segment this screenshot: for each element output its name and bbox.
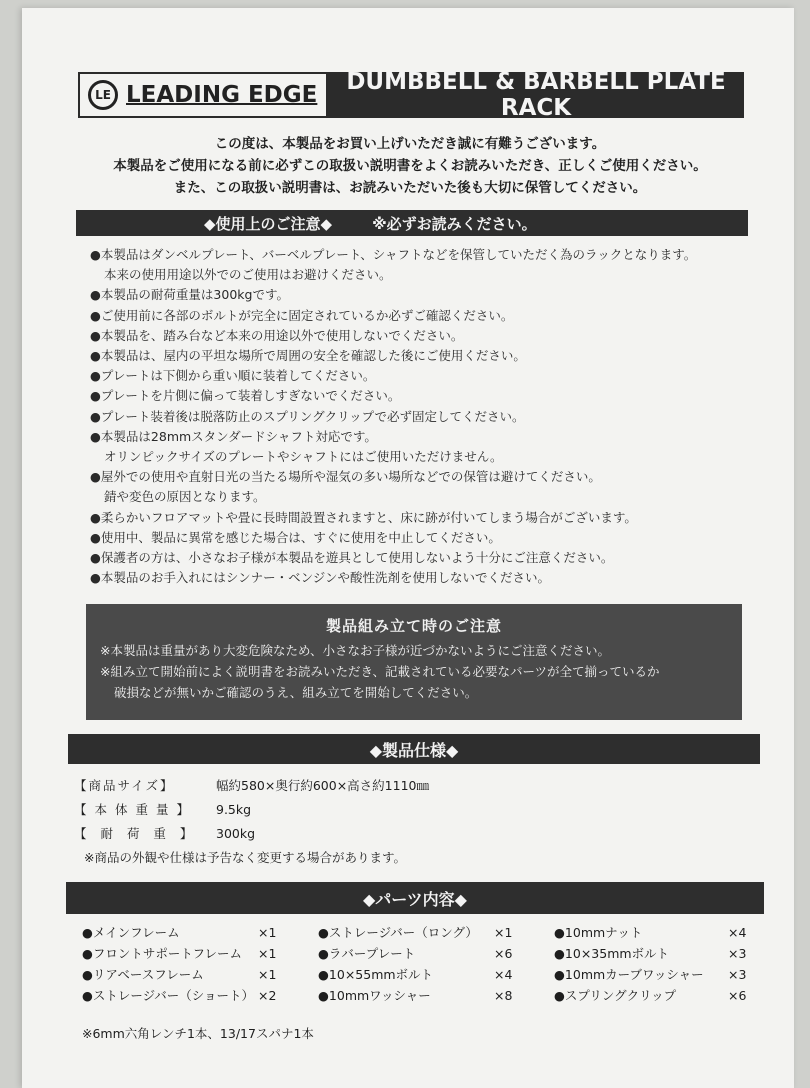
part-quantity: ×6 (494, 946, 513, 961)
caution-item-text: ●本製品は28mmスタンダードシャフト対応です。 (90, 428, 377, 444)
part-quantity: ×1 (258, 925, 277, 940)
caution-item (90, 508, 750, 528)
assembly-item-text: ※本製品は重量があり大変危険なため、小さなお子様が近づかないようにご注意ください。 (100, 643, 610, 658)
caution-item-text: ●プレートは下側から重い順に装着してください。 (90, 368, 376, 384)
part-quantity: ×3 (728, 946, 747, 961)
caution-item (90, 245, 750, 285)
caution-item (90, 467, 750, 507)
spec-label: 【本体重量】 (74, 802, 198, 817)
caution-item (90, 285, 750, 305)
spec-note: ※商品の外観や仕様は予告なく変更する場合があります。 (84, 850, 406, 865)
spec-row (74, 798, 429, 822)
part-item (318, 943, 513, 964)
assembly-item-continuation: 破損などが無いかご確認のうえ、組み立てを開始してください。 (114, 685, 478, 700)
part-item (554, 943, 747, 964)
spec-value: 300kg (216, 826, 256, 841)
assembly-caution-list (86, 640, 742, 703)
assembly-item-text: ※組み立て開始前によく説明書をお読みいただき、記載されている必要なパーツが全て揃っているか (100, 664, 660, 679)
part-name: ●ラバープレート (318, 946, 416, 961)
section-title: ◆使用上のご注意◆ (204, 214, 333, 233)
product-title: DUMBBELL & BARBELL PLATE RACK (346, 69, 726, 121)
part-item (82, 985, 277, 1006)
spec-value: 幅約580×奥行約600×高さ約1110㎜ (216, 778, 429, 793)
part-quantity: ×6 (728, 988, 747, 1003)
caution-item-text: ●本製品は、屋内の平坦な場所で周囲の安全を確認した後にご使用ください。 (90, 348, 526, 364)
section-title: ◆製品仕様◆ (369, 740, 459, 760)
part-name: ●10mmカーブワッシャー (554, 967, 704, 982)
part-item (82, 964, 277, 985)
part-quantity: ×1 (258, 946, 277, 961)
specs-table (74, 774, 429, 846)
header-bar (78, 69, 744, 121)
usage-caution-header (76, 210, 748, 236)
part-item (554, 922, 747, 943)
part-item (82, 943, 277, 964)
assembly-caution-title: 製品組み立て時のご注意 (325, 617, 502, 635)
caution-item (90, 366, 750, 386)
caution-item (90, 306, 750, 326)
brand-name: LEADING EDGE (126, 82, 318, 108)
caution-item-text: ●柔らかいフロアマットや畳に長時間設置されますと、床に跡が付いてしまう場合がございます。 (90, 509, 637, 525)
part-name: ●ストレージバー（ロング） (318, 925, 478, 940)
caution-item-continuation: オリンピックサイズのプレートやシャフトにはご使用いただけません。 (104, 449, 503, 465)
caution-item (90, 407, 750, 427)
caution-item-text: ●使用中、製品に異常を感じた場合は、すぐに使用を中止してください。 (90, 529, 501, 545)
caution-item (90, 386, 750, 406)
brand-logo (78, 72, 328, 118)
caution-item (90, 427, 750, 467)
intro-line: また、この取扱い説明書は、お読みいただいた後も大切に保管してください。 (173, 180, 647, 196)
part-name: ●10×35mmボルト (554, 946, 670, 961)
caution-item-text: ●屋外での使用や直射日光の当たる場所や湿気の多い場所などでの保管は避けてください。 (90, 469, 601, 485)
caution-item-continuation: 本来の使用用途以外でのご使用はお避けください。 (104, 267, 392, 283)
part-name: ●10×55mmボルト (318, 967, 434, 982)
spec-value: 9.5kg (216, 802, 252, 817)
part-name: ●10mmナット (554, 925, 643, 940)
caution-item (90, 548, 750, 568)
spec-row (74, 774, 429, 798)
part-quantity: ×1 (258, 967, 277, 982)
section-title: ◆パーツ内容◆ (363, 889, 467, 909)
part-quantity: ×4 (728, 925, 747, 940)
caution-item (90, 346, 750, 366)
parts-column (82, 922, 277, 1006)
part-quantity: ×3 (728, 967, 747, 982)
parts-column (318, 922, 513, 1006)
caution-item (90, 326, 750, 346)
part-name: ●ストレージバー（ショート） (82, 988, 255, 1003)
intro-line: 本製品をご使用になる前に必ずこの取扱い説明書をよくお読みいただき、正しくご使用ください。 (113, 158, 707, 174)
assembly-caution-box (86, 604, 742, 720)
part-name: ●10mmワッシャー (318, 988, 431, 1003)
part-name: ●フロントサポートフレーム (82, 946, 243, 961)
part-name: ●スプリングクリップ (554, 988, 677, 1003)
part-item (318, 985, 513, 1006)
usage-caution-list (90, 245, 750, 588)
caution-item-continuation: 錆や変色の原因となります。 (104, 489, 266, 505)
section-subtitle: ※必ずお読みください。 (372, 214, 537, 233)
part-item (554, 964, 747, 985)
caution-item-text: ●保護者の方は、小さなお子様が本製品を遊具として使用しないよう十分にご注意ください。 (90, 550, 614, 566)
part-item (554, 985, 747, 1006)
caution-item-text: ●本製品のお手入れにはシンナー・ベンジンや酸性洗剤を使用しないでください。 (90, 570, 550, 586)
part-item (82, 922, 277, 943)
part-quantity: ×1 (494, 925, 513, 940)
part-name: ●リアベースフレーム (82, 967, 204, 982)
part-quantity: ×8 (494, 988, 513, 1003)
specs-header (68, 734, 760, 764)
spec-label: 【 耐 荷 重 】 (74, 826, 198, 841)
intro-line: この度は、本製品をお買い上げいただき誠に有難うございます。 (214, 136, 606, 152)
parts-header (66, 882, 764, 914)
caution-item-text: ●本製品を、踏み台など本来の用途以外で使用しないでください。 (90, 327, 464, 343)
parts-column (554, 922, 747, 1006)
part-item (318, 964, 513, 985)
tools-note: ※6mm六角レンチ1本、13/17スパナ1本 (82, 1026, 314, 1041)
part-quantity: ×2 (258, 988, 277, 1003)
caution-item (90, 568, 750, 588)
part-quantity: ×4 (494, 967, 513, 982)
caution-item (90, 528, 750, 548)
intro-text (70, 133, 750, 199)
part-item (318, 922, 513, 943)
caution-item-text: ●本製品はダンベルプレート、バーベルプレート、シャフトなどを保管していただく為のラックとなります。 (90, 247, 697, 262)
caution-item-text: ●プレート装着後は脱落防止のスプリングクリップで必ず固定してください。 (90, 408, 525, 424)
caution-item-text: ●本製品の耐荷重量は300kgです。 (90, 287, 289, 303)
brand-mark-icon: LE (88, 80, 118, 110)
spec-label: 【商品サイズ】 (74, 778, 175, 793)
part-name: ●メインフレーム (82, 925, 180, 940)
spec-row (74, 822, 429, 846)
caution-item-text: ●プレートを片側に偏って装着しすぎないでください。 (90, 388, 401, 404)
caution-item-text: ●ご使用前に各部のボルトが完全に固定されているか必ずご確認ください。 (90, 307, 514, 323)
